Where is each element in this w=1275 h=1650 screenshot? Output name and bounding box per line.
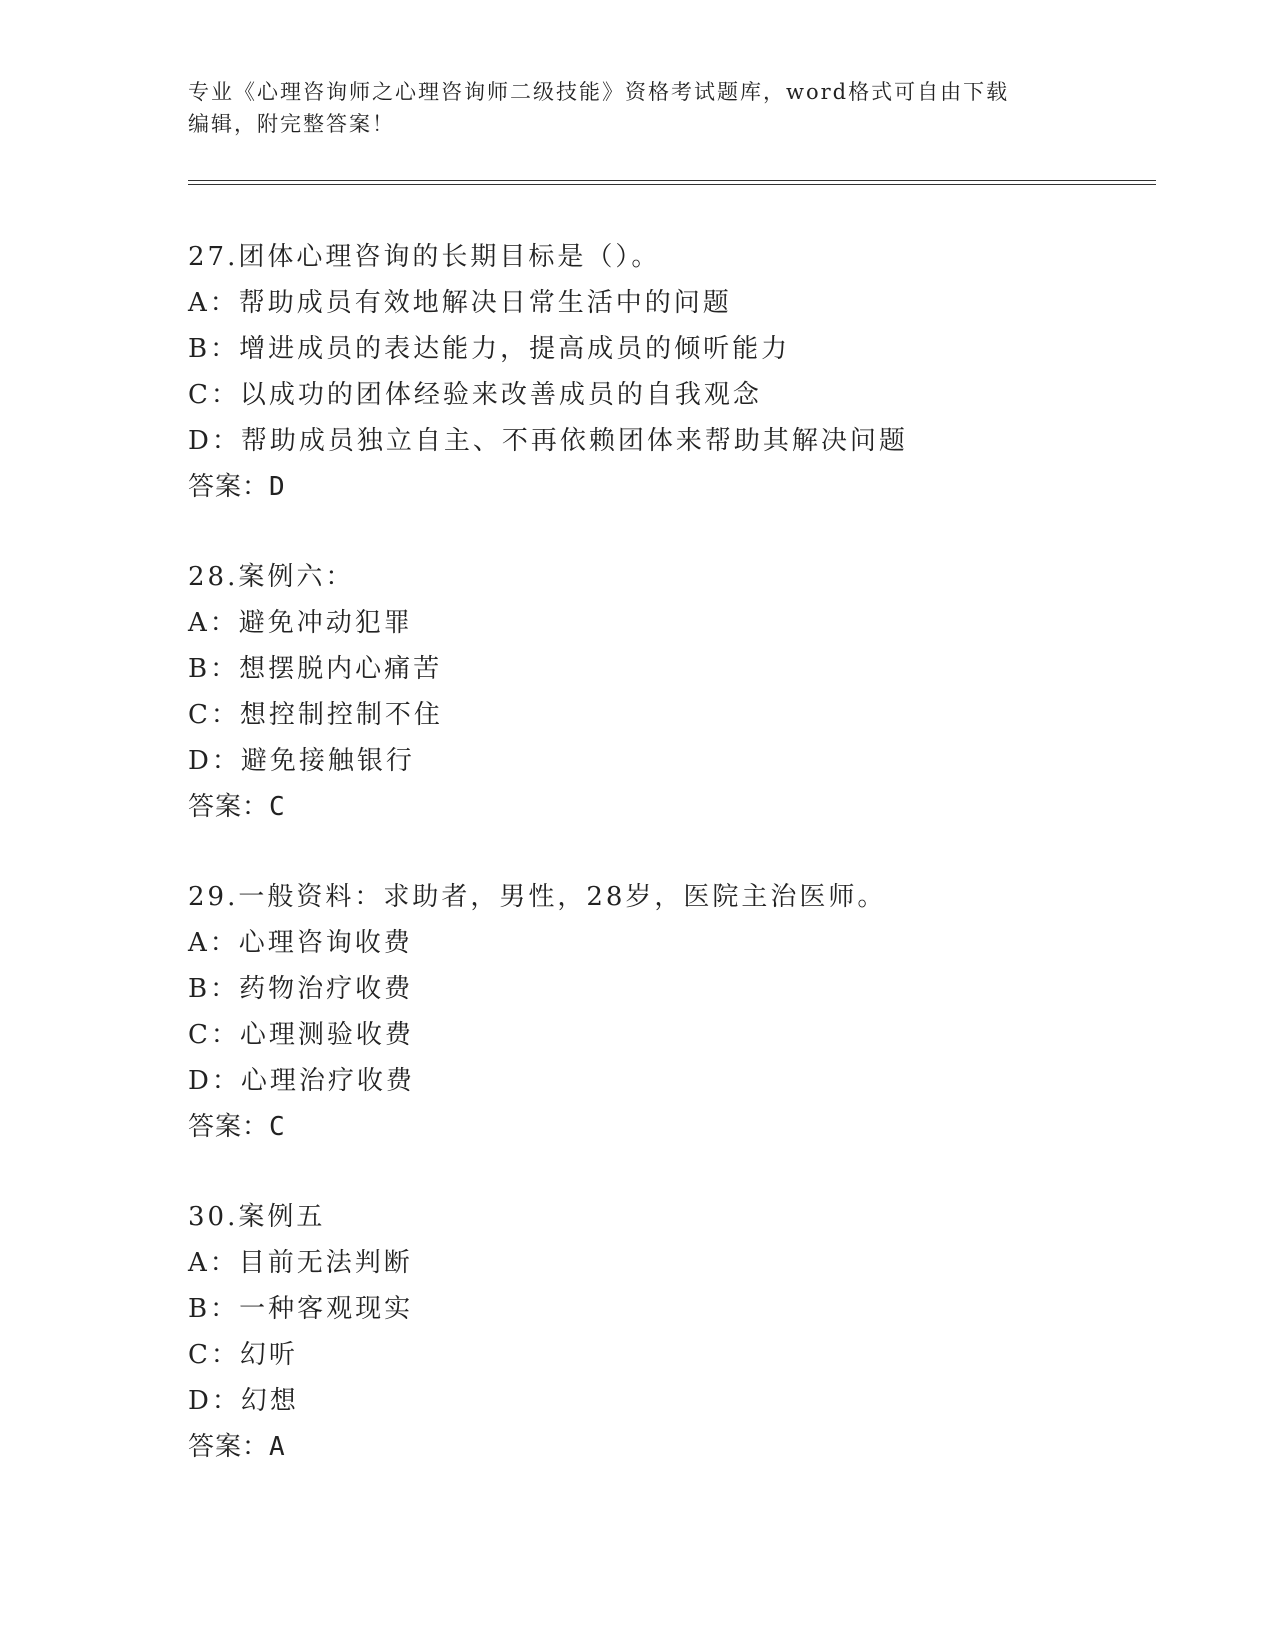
answer: 答案：D: [188, 472, 286, 502]
header-line-2: 编辑，附完整答案！: [188, 112, 395, 136]
question-30: [188, 1194, 1188, 1470]
option-b: B：一种客观现实: [188, 1294, 414, 1324]
option-c: C：以成功的团体经验来改善成员的自我观念: [188, 380, 762, 410]
option-a: A：帮助成员有效地解决日常生活中的问题: [188, 288, 732, 318]
option-b: B：药物治疗收费: [188, 974, 414, 1004]
option-d: D：帮助成员独立自主、不再依赖团体来帮助其解决问题: [188, 426, 908, 456]
answer: 答案：C: [188, 1112, 286, 1142]
question-29: [188, 874, 1188, 1150]
option-d: D：避免接触银行: [188, 746, 415, 776]
option-c: C：想控制控制不住: [188, 700, 443, 730]
question-title: 29.一般资料：求助者，男性，28岁，医院主治医师。: [188, 882, 887, 912]
option-d: D：幻想: [188, 1386, 299, 1416]
option-a: A：心理咨询收费: [188, 928, 413, 958]
answer: 答案：A: [188, 1432, 286, 1462]
option-b: B：想摆脱内心痛苦: [188, 654, 443, 684]
question-title: 30.案例五: [188, 1202, 326, 1232]
question-title: 28.案例六：: [188, 562, 355, 592]
header-divider-top: [188, 180, 1156, 181]
header-divider-bottom: [188, 184, 1156, 185]
question-title: 27.团体心理咨询的长期目标是（）。: [188, 242, 661, 272]
option-b: B：增进成员的表达能力，提高成员的倾听能力: [188, 334, 791, 364]
document-header: [188, 76, 1088, 140]
option-a: A：避免冲动犯罪: [188, 608, 413, 638]
option-d: D：心理治疗收费: [188, 1066, 415, 1096]
option-a: A：目前无法判断: [188, 1248, 413, 1278]
answer: 答案：C: [188, 792, 286, 822]
header-line-1: 专业《心理咨询师之心理咨询师二级技能》资格考试题库，word格式可自由下载: [188, 80, 1010, 104]
option-c: C：幻听: [188, 1340, 298, 1370]
question-28: [188, 554, 1188, 830]
option-c: C：心理测验收费: [188, 1020, 414, 1050]
question-27: [188, 234, 1188, 510]
